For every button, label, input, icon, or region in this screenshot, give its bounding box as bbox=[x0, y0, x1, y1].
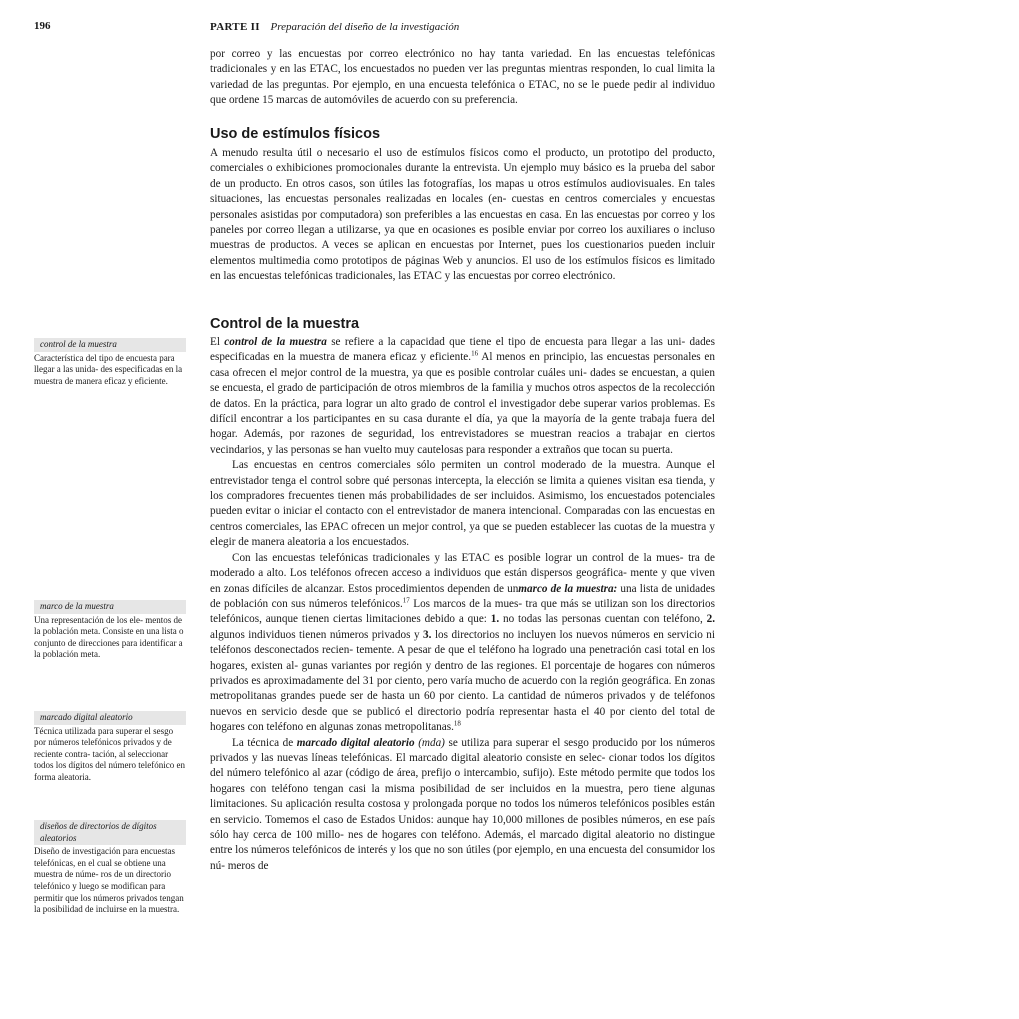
control-paragraph-4: La técnica de marcado digital aleatorio (mda) se utiliza para superar el sesgo producido por los números privados y las nuevas líneas telefónicas. El marcado digital aleatorio consiste en selec- cionar todos los dígitos del número telefónico al azar (código de área, prefijo o intercambio, sufijo). Este método permite que todos los hogares con teléfono tengan casi la misma posibilidad de ser incluidos en la muestra, pero tiene algunas limitaciones. Su aplicación resulta costosa y prolongada porque no todos los números telefónicos posibles están en servicio. Tomemos el caso de Estados Unidos: aunque hay 10,000 millones de posibles números, en ese país sólo hay cerca de 100 millo- nes de hogares con teléfono. Además, el marcado digital aleatorio no distingue entre los números telefónicos de interés y los que no son útiles (por ejemplo, en una encuesta del consumidor los nú- meros de bbox=[210, 736, 716, 872]
term-marco-de-la-muestra: marco de la muestra: bbox=[518, 582, 618, 595]
margin-note-term: marco de la muestra bbox=[34, 600, 186, 614]
margin-note bbox=[34, 820, 186, 916]
footnote-ref-18: 18 bbox=[453, 719, 461, 728]
margin-note bbox=[34, 711, 186, 784]
control-paragraph-3: Con las encuestas telefónicas tradicionales y las ETAC es posible lograr un control de la mues- tra de moderado a alto. Los teléfonos ofrecen acceso a individuos que están dispersos geográfica- mente y que viven en zonas difíciles de alcanzar. Estos procedimientos dependen de unmarco de la muestra: una lista de unidades de población con sus números telefónicos.$^{17}$ Los marcos de la mues- tra que más se utilizan son los directorios telefónicos, aunque tienen ciertas limitaciones debido a que: 1. no todas las personas cuentan con teléfono, 2. algunos individuos tienen números privados y 3. los directorios no incluyen los nuevos números en servicio ni teléfonos desconectados recien- temente. A pesar de que el teléfono ha logrado una penetración casi total en los hogares, existen al- gunas variantes por región y dentro de las regiones. El porcentaje de hogares con números privados es aproximadamente del 31 por ciento, pero varía mucho de acuerdo con la región geográfica. En zonas metropolitanas grandes puede ser de hasta un 60 por ciento. La cantidad de números privados y de teléfonos nuevos en servicio desde que se publicó el directorio podría representar hasta el 40 por ciento del total de hogares con teléfono en algunas zonas metropolitanas.$^{18}$ bbox=[210, 551, 716, 734]
term-control-de-la-muestra: control de la muestra bbox=[224, 336, 327, 348]
margin-note bbox=[34, 338, 186, 387]
control-section-body bbox=[210, 335, 715, 874]
footnote-ref-17: 17 bbox=[402, 596, 410, 605]
margin-note-definition: Técnica utilizada para superar el sesgo por números telefónicos privados y de reciente contra- tación, al seleccionar todos los dígitos del número telefónico en forma aleatoria. bbox=[34, 725, 185, 782]
term-marcado-digital-aleatorio: marcado digital aleatorio bbox=[296, 736, 415, 749]
section-heading-control: Control de la muestra bbox=[210, 316, 360, 332]
chapter-title: Preparación del diseño de la investigación bbox=[270, 21, 460, 33]
margin-note-term: marcado digital aleatorio bbox=[34, 711, 186, 725]
margin-note-term: diseños de directorios de dígitos aleatorios bbox=[34, 820, 186, 845]
margin-note-definition: Característica del tipo de encuesta para llegar a las unida- des especificadas en la muestra de manera eficaz y eficiente. bbox=[34, 352, 183, 386]
estimulos-paragraph: A menudo resulta útil o necesario el uso de estímulos físicos como el producto, un prototipo del producto, comerciales o exhibiciones promocionales durante la entrevista. Un ejemplo muy básico es la prueba del sabor de un producto. En otros casos, son útiles las fotografías, los mapas u otros estímulos audiovisuales. En tales situaciones, las encuestas personales realizadas en locales (en- cuestas en centros comerciales y encuestas personales asistidas por computadora) son preferibles a las encuestas en casa. En las encuestas por correo y los paneles por correo llegan a utilizarse, ya que en ocasiones es posible enviar por correo los auxiliares o incluso muestras de productos. A veces se aplican en encuestas por Internet, pues los cuestionarios pueden incluir elementos multimedia como prototipos de páginas Web y anuncios. El uso de los estímulos físicos es limitado en las encuestas telefónicas tradicionales, las ETAC y las encuestas por correo electrónico. bbox=[210, 147, 715, 283]
margin-note-definition: Una representación de los ele- mentos de la población meta. Consiste en una lista o conjunto de direcciones para identificar a la población meta. bbox=[34, 614, 184, 660]
section-heading-estimulos: Uso de estímulos físicos bbox=[210, 126, 381, 142]
control-paragraph-1: El control de la muestra se refiere a la capacidad que tiene el tipo de encuesta para llegar a las uni- dades especificadas en la muestra de manera eficaz y eficiente.$^{16}$ Al menos en principio, las encuestas personales en casa ofrecen el mejor control de la muestra, ya que es posible controlar cuáles uni- dades se encuestan, a quien se encuesta, el grado de participación de otros miembros de la familia y muchos otros aspectos de la recolección de datos. En la práctica, para lograr un alto grado de control el investigador debe superar varios problemas. Es difícil encontrar a los participantes en su casa durante el día, ya que la mayoría de la gente trabaja fuera del hogar. Además, por razones de seguridad, los entrevistadores se muestran reacios a trabajar en ciertos vecindarios, y las personas se han vuelto muy cautelosas para responder a extraños que tocan su puerta. bbox=[210, 336, 715, 456]
intro-paragraph: por correo y las encuestas por correo electrónico no hay tanta variedad. En las encuestas telefónicas tradicionales y en las ETAC, los encuestados no pueden ver las preguntas mientras responden, lo cual limita la variedad de las preguntas. Por ejemplo, en una encuesta telefónica o ETAC, no se le puede pedir al individuo que ordene 15 marcas de automóviles de acuerdo con su preferencia. bbox=[210, 48, 715, 107]
part-label: PARTE II bbox=[210, 21, 260, 33]
margin-note bbox=[34, 600, 186, 661]
margin-note-term: control de la muestra bbox=[34, 338, 186, 352]
footnote-ref-16: 16 bbox=[471, 349, 479, 358]
margin-note-definition: Diseño de investigación para encuestas telefónicas, en el cual se obtiene una muestra de núme- ros de un directorio telefónico y luego se modifican para permitir que los números privados tengan la posibilidad de incluirse en la muestra. bbox=[34, 846, 184, 915]
running-head bbox=[210, 21, 459, 33]
control-paragraph-2: Las encuestas en centros comerciales sólo permiten un control moderado de la muestra. Aunque el entrevistador tenga el control sobre qué personas intercepta, la elección se limita a quienes visitan esa tienda, y los compradores frecuentes tienen más probabilidades de ser incluidos. Asimismo, los encuestados potenciales pueden evitar o iniciar el contacto con el entrevistador de manera intencional. Comparadas con las encuestas en centros comerciales, las EPAC ofrecen un mejor control, ya que se pueden establecer las cuotas de la muestra y elegir de manera aleatoria a los encuestados. bbox=[210, 459, 715, 549]
page-number: 196 bbox=[34, 20, 51, 32]
